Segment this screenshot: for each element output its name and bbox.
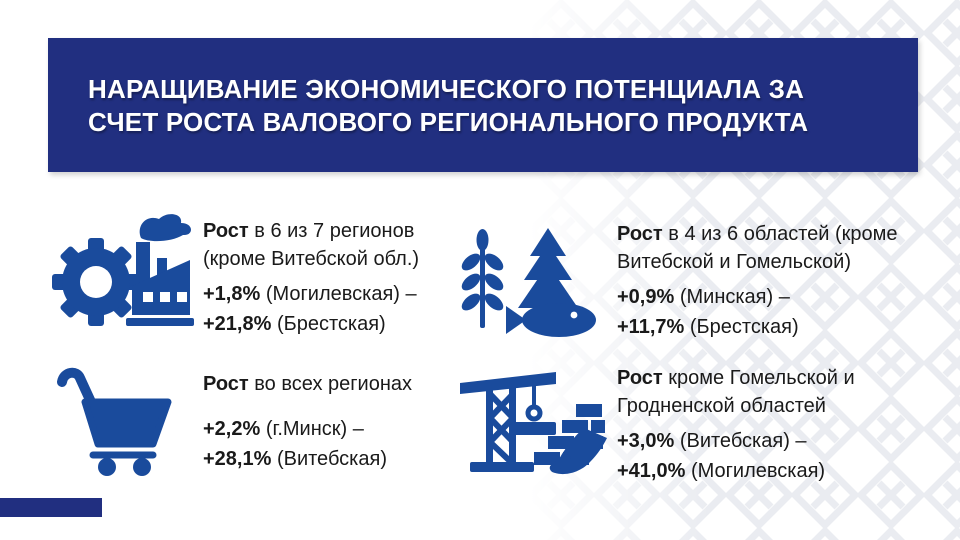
page-title — [88, 73, 888, 139]
title-banner — [48, 38, 918, 172]
block-construction-text — [617, 364, 855, 486]
trade-stats: +2,2% (г.Минск) – +28,1% (Витебская) — [203, 418, 387, 470]
agriculture-lead: Рост в 4 из 6 областей (кроме Витебской и Гомельской) — [617, 223, 898, 273]
gear-factory-icon — [46, 202, 196, 332]
industry-stats: +1,8% (Могилевская) – +21,8% (Брестская) — [203, 283, 417, 335]
wheat-tree-fish-icon — [460, 224, 610, 340]
block-industry-text — [203, 217, 419, 339]
block-agriculture-text — [617, 220, 898, 342]
shopping-cart-icon — [52, 364, 180, 476]
page-title-line1: НАРАЩИВАНИЕ ЭКОНОМИЧЕСКОГО ПОТЕНЦИАЛА ЗА — [88, 74, 805, 104]
block-trade-text — [203, 370, 412, 474]
construction-stats: +3,0% (Витебская) – +41,0% (Могилевская) — [617, 430, 826, 482]
construction-lead: Рост кроме Гомельской и Гродненской областей — [617, 367, 855, 417]
page-title-line2: СЧЕТ РОСТА ВАЛОВОГО РЕГИОНАЛЬНОГО ПРОДУКТА — [88, 107, 809, 137]
trade-lead: Рост во всех регионах — [203, 373, 412, 395]
crane-bricks-trowel-icon — [456, 362, 610, 480]
agriculture-stats: +0,9% (Минская) – +11,7% (Брестская) — [617, 286, 799, 338]
industry-lead: Рост в 6 из 7 регионов (кроме Витебской обл.) — [203, 220, 420, 270]
footer-accent-bar — [0, 498, 102, 517]
